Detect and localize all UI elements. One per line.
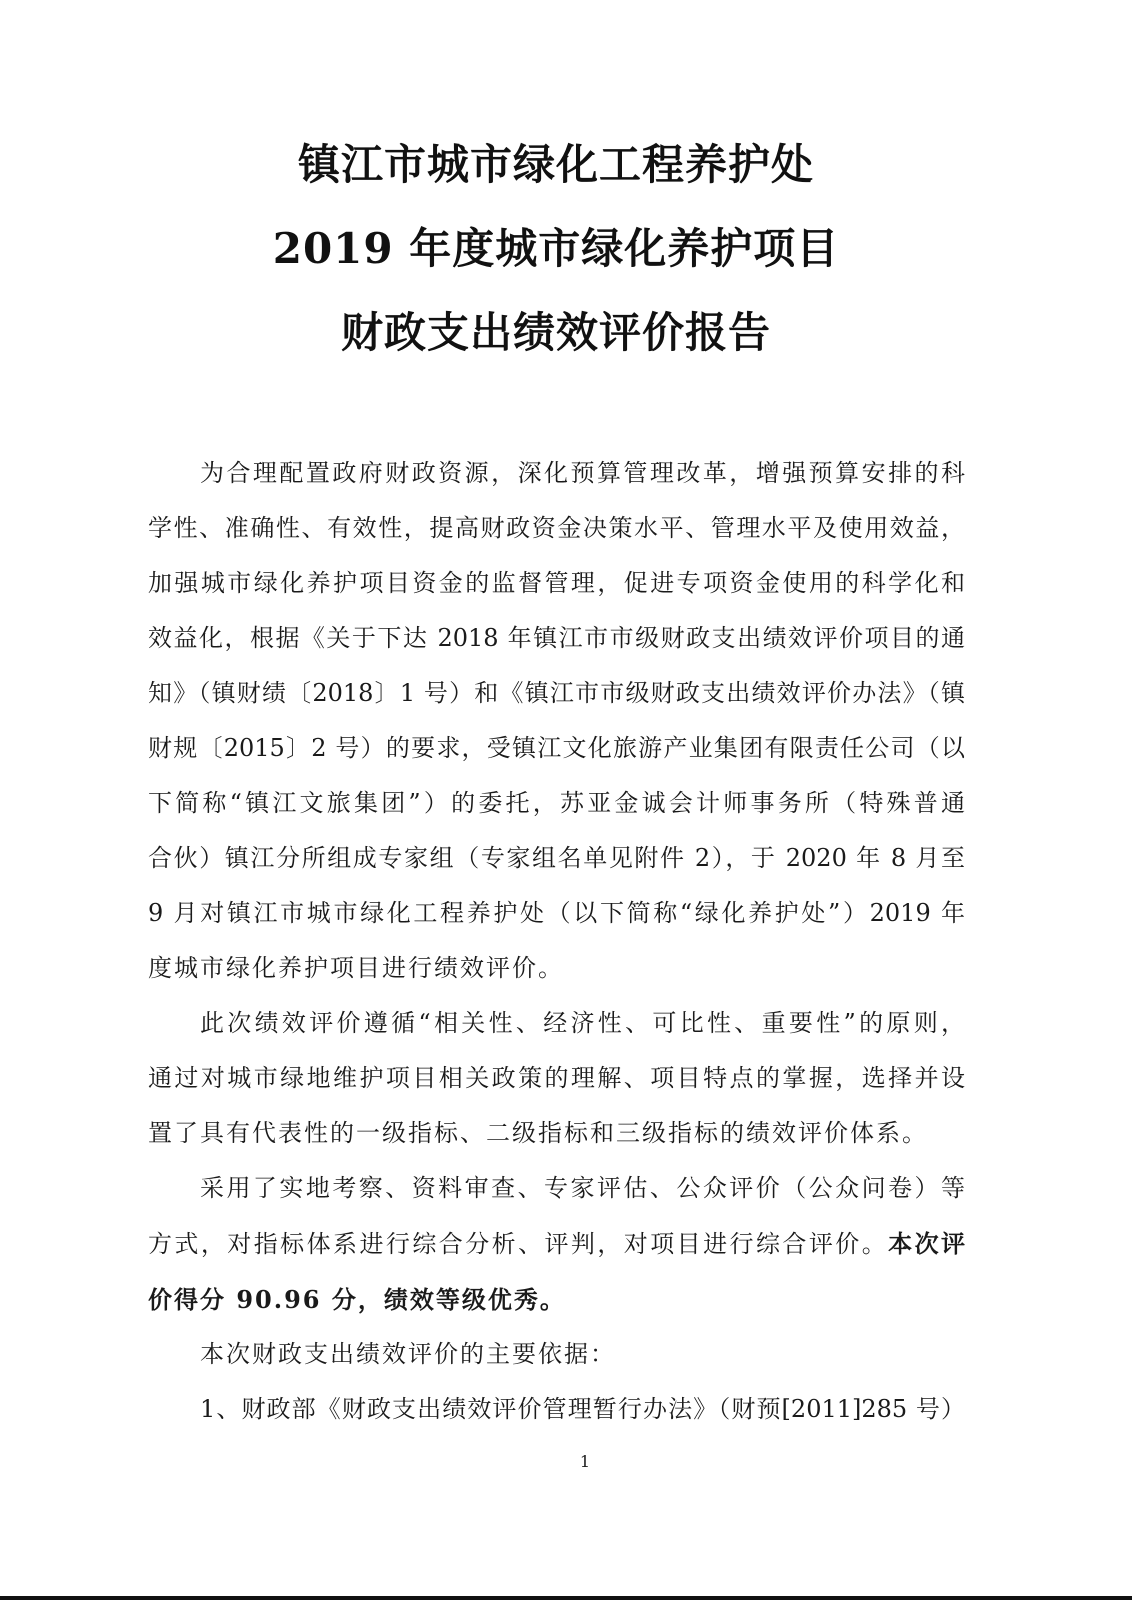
paragraph-line: 置了具有代表性的一级指标、二级指标和三级指标的绩效评价体系。: [148, 1119, 928, 1147]
paragraph-line: 学性、准确性、有效性，提高财政资金决策水平、管理水平及使用效益，: [148, 514, 965, 542]
score-emphasis-line: 价得分 90.96 分，绩效等级优秀。: [148, 1285, 566, 1314]
paragraph-line: 财规〔2015〕2 号）的要求，受镇江文化旅游产业集团有限责任公司（以: [148, 734, 965, 762]
paragraph-line-text: 方式，对指标体系进行综合分析、评判，对项目进行综合评价。: [148, 1230, 889, 1258]
paragraph-line: [148, 1216, 965, 1272]
paragraph-basis-heading: [148, 1327, 965, 1382]
paragraph-evaluation-result: [148, 1161, 965, 1327]
paragraph-line: 9 月对镇江市城市绿化工程养护处（以下简称“绿化养护处”）2019 年: [148, 899, 965, 927]
title-line-organization: 镇江市城市绿化工程养护处: [297, 140, 814, 189]
score-emphasis: 本次评: [888, 1229, 966, 1258]
paragraph-line: 采用了实地考察、资料审查、专家评估、公众评价（公众问卷）等: [200, 1174, 965, 1202]
paragraph-line: 1、财政部《财政支出绩效评价管理暂行办法》（财预[2011]285 号）: [200, 1395, 965, 1423]
paragraph-basis-item-1: [148, 1382, 965, 1437]
paragraph-line: 度城市绿化养护项目进行绩效评价。: [148, 954, 564, 982]
paragraph-line: 效益化，根据《关于下达 2018 年镇江市市级财政支出绩效评价项目的通: [148, 624, 965, 652]
paragraph-line: 下简称“镇江文旅集团”）的委托，苏亚金诚会计师事务所（特殊普通: [148, 789, 965, 817]
report-body: [148, 446, 965, 1437]
paragraph-line: 为合理配置政府财政资源，深化预算管理改革，增强预算安排的科: [200, 459, 965, 487]
paragraph-line: 本次财政支出绩效评价的主要依据：: [200, 1340, 616, 1368]
paragraph-evaluation-principles: [148, 996, 965, 1161]
title-line-report-type: 财政支出绩效评价报告: [340, 308, 771, 357]
page-number: 1: [579, 1452, 591, 1471]
paragraph-line: 知》（镇财绩〔2018〕1 号）和《镇江市市级财政支出绩效评价办法》（镇: [148, 679, 965, 707]
paragraph-line: 加强城市绿化养护项目资金的监督管理，促进专项资金使用的科学化和: [148, 569, 965, 597]
paragraph-evaluation-background: [148, 446, 965, 996]
title-line-project: 2019 年度城市绿化养护项目: [272, 224, 840, 273]
paragraph-line: 此次绩效评价遵循“相关性、经济性、可比性、重要性”的原则，: [200, 1009, 965, 1037]
scan-edge: [0, 1596, 1132, 1600]
paragraph-line: 合伙）镇江分所组成专家组（专家组名单见附件 2），于 2020 年 8 月至: [148, 844, 965, 872]
report-title: [0, 123, 1112, 375]
paragraph-line: 通过对城市绿地维护项目相关政策的理解、项目特点的掌握，选择并设: [148, 1064, 965, 1092]
